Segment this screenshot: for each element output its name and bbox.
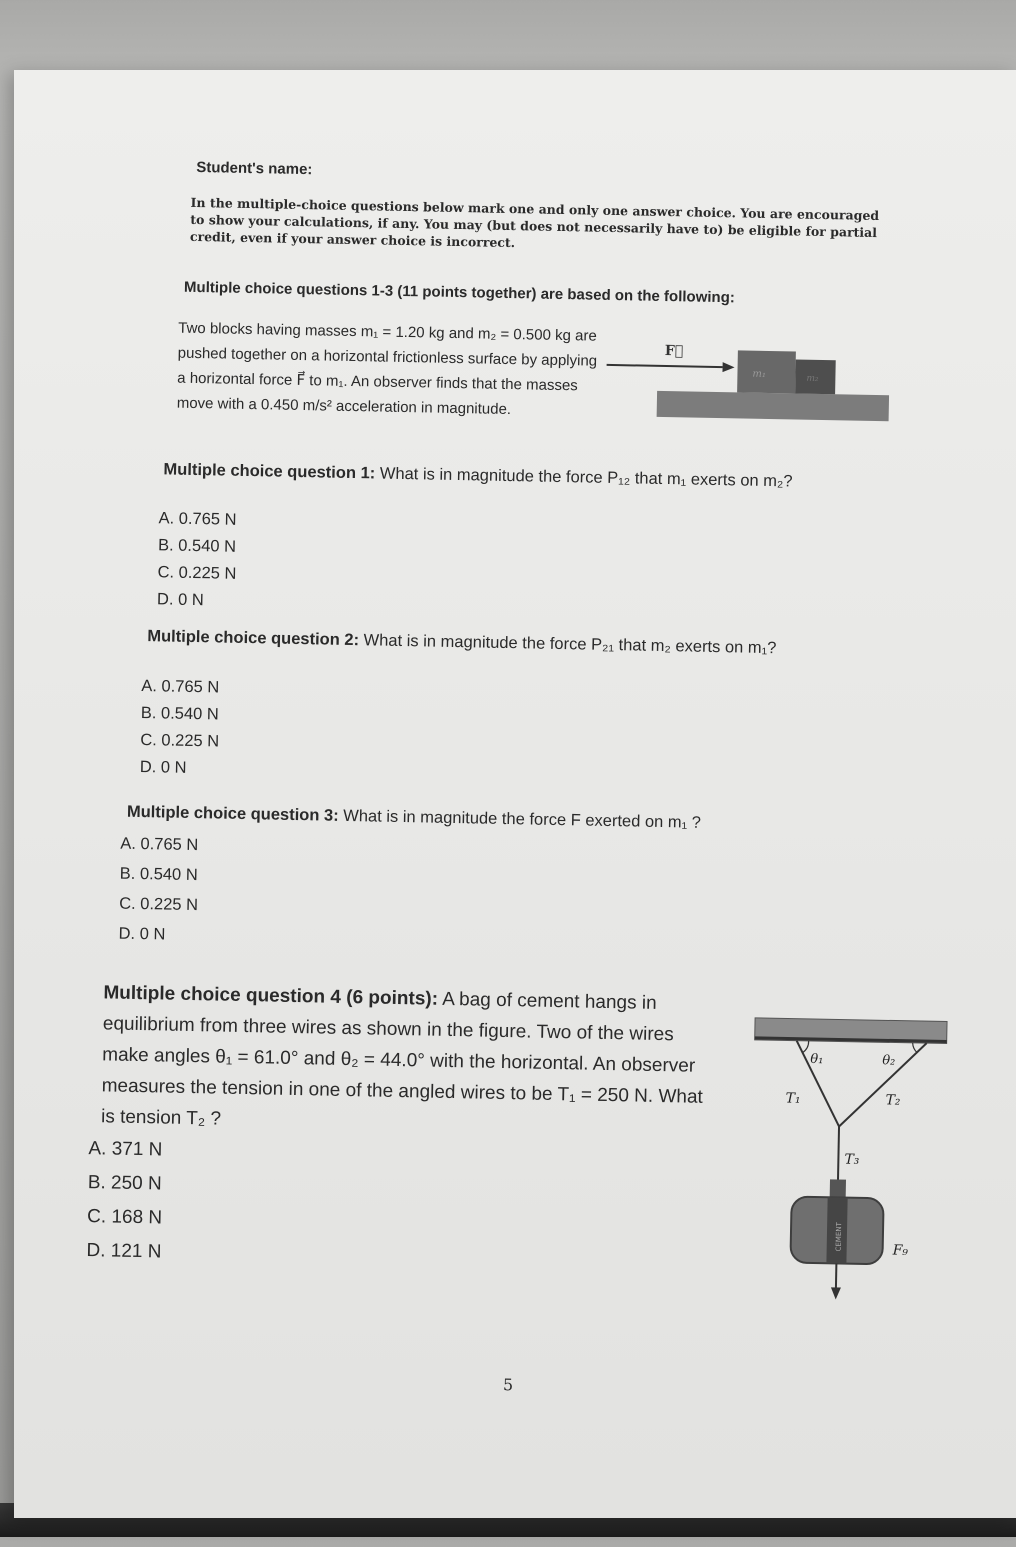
block-m1-label: m₁ [752,368,767,380]
choice-c[interactable]: C. 0.225 N [140,730,220,751]
question-3-title: Multiple choice question 3: [126,802,339,825]
choice-b[interactable]: B. 0.540 N [119,864,198,885]
surface [657,391,889,421]
choice-a[interactable]: A. 0.765 N [158,509,237,529]
question-2 [147,625,907,662]
block-m1 [737,350,796,393]
choice-d[interactable]: D. 121 N [86,1240,162,1263]
intro-heading: Multiple choice questions 1-3 (11 points together) are based on the following: [183,278,735,307]
choice-d[interactable]: D. 0 N [139,757,187,777]
question-4-choices [86,1132,164,1269]
question-2-title: Multiple choice question 2: [147,627,360,650]
choice-c[interactable]: C. 168 N [86,1206,163,1229]
t1-label: T₁ [785,1090,801,1107]
force-label: F⃗ [664,342,684,360]
t2-label: T₂ [885,1092,901,1109]
page-number: 5 [502,1375,514,1395]
theta1-arc [802,1041,808,1053]
choice-a[interactable]: A. 0.765 N [141,677,220,697]
choice-a[interactable]: A. 0.765 N [120,834,199,855]
blocks-figure [602,332,894,428]
fg-label: F₉ [892,1242,909,1259]
choice-c[interactable]: C. 0.225 N [157,563,237,583]
choice-d[interactable]: D. 0 N [118,924,166,944]
t3-label: T₃ [844,1151,860,1168]
question-3 [127,801,897,838]
question-2-text: What is in magnitude the force P₂₁ that m₂ exerts on m₁? [363,631,777,658]
question-4 [101,977,724,1144]
block-m2-label: m₂ [806,373,819,384]
choice-b[interactable]: B. 250 N [87,1172,162,1195]
choice-c[interactable]: C. 0.225 N [118,894,199,915]
bag-label: CEMENT [834,1222,844,1252]
theta1-label: θ₁ [810,1051,824,1068]
choice-a[interactable]: A. 371 N [88,1138,163,1161]
question-1 [163,458,903,494]
theta2-label: θ₂ [882,1053,896,1069]
force-arrow-shaft [607,365,723,367]
choice-d[interactable]: D. 0 N [156,590,204,610]
question-3-text: What is in magnitude the force F exerted on m₁ ? [343,806,702,832]
question-3-choices [118,829,199,950]
question-1-title: Multiple choice question 1: [163,460,376,483]
question-2-choices [140,673,221,782]
question-1-text: What is in magnitude the force P₁₂ that m₁ exerts on m₂? [379,464,793,491]
cement-bag-figure [742,1010,958,1304]
student-name-label: Student's name: [196,158,313,179]
intro-text: Two blocks having masses m₁ = 1.20 kg and m₂ = 0.500 kg are pushed together on a horizontal frictionless surface by applying a horizontal force F⃗ to m₁. An observer finds that the masses move with a 0.450 m/s² acceleration in magnitude. [176,319,598,419]
force-arrow-head [722,362,734,372]
question-4-text: A bag of cement hangs in equilibrium from three wires as shown in the figure. Two of the wires make angles θ₁ = 61.0° and θ₂ = 44.0° with the horizontal. An observer measures the tension in one of the angled wires to be T₁ = 250 N. What is tension T₂ ? [100,988,703,1130]
gravity-arrow-head [831,1287,841,1299]
choice-b[interactable]: B. 0.540 N [140,704,219,724]
wire-t3 [838,1126,839,1181]
instructions-text: In the multiple-choice questions below mark one and only one answer choice. You are encouraged to show your calculations, if any. You may (but does not necessarily have to) be eligible for partial credit, even if your answer choice is incorrect. [189,194,880,251]
question-1-choices [157,505,238,614]
question-4-title: Multiple choice question 4 (6 points): [103,982,439,1010]
choice-b[interactable]: B. 0.540 N [157,536,237,556]
